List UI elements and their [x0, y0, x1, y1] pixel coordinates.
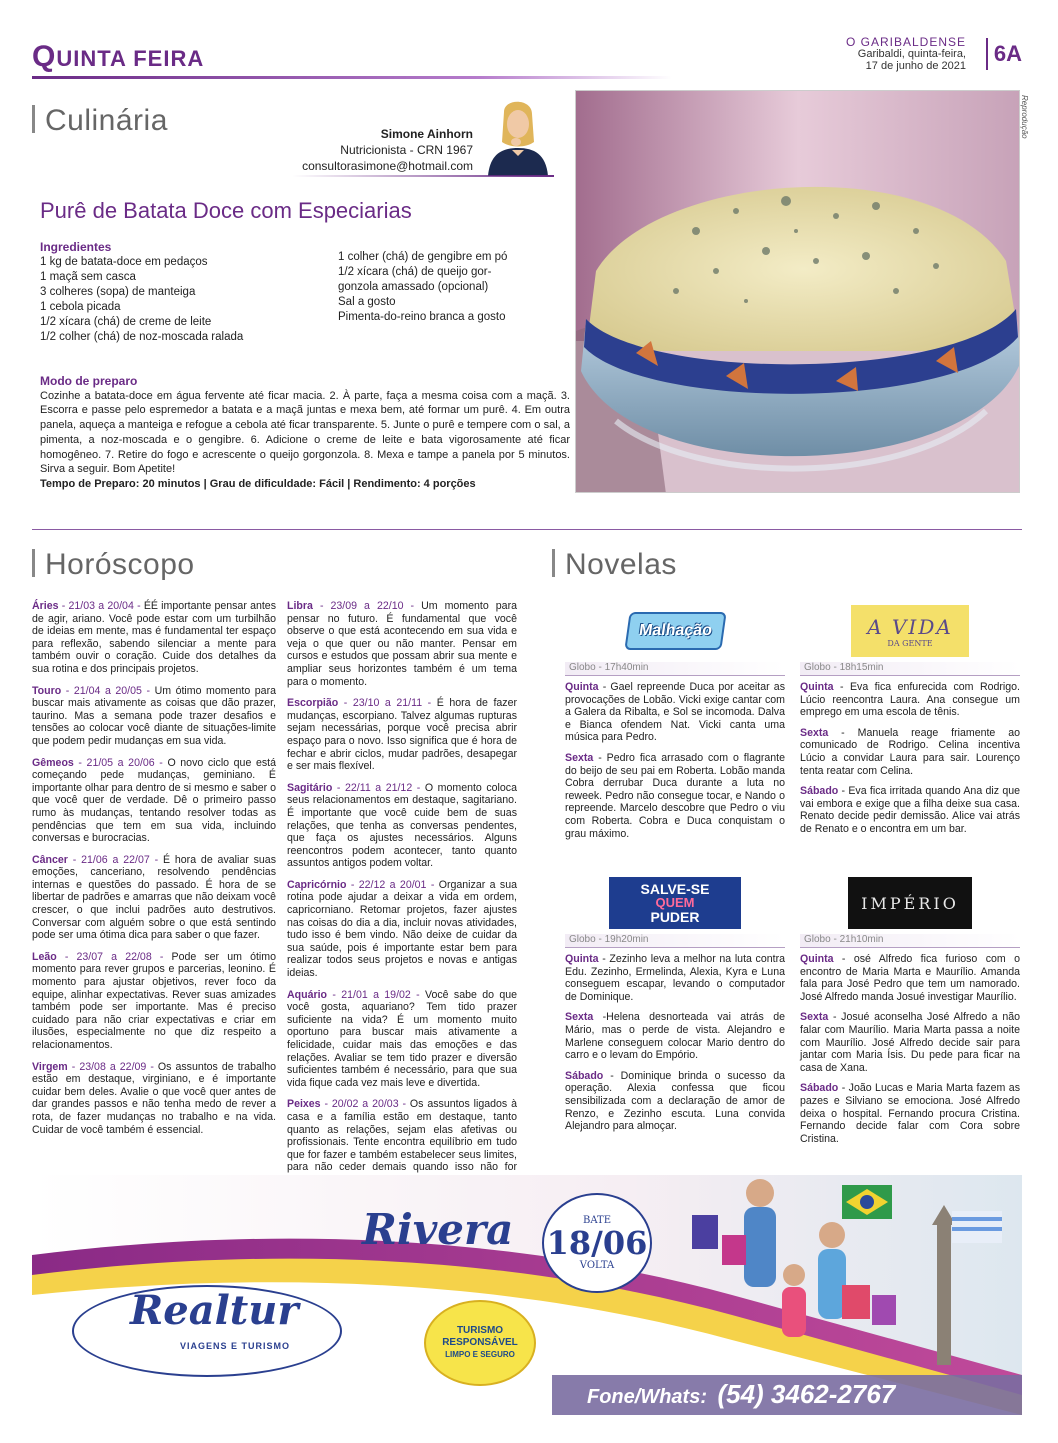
sign-dates: - 21/05 a 20/06 -: [73, 756, 168, 769]
sign-name: Touro: [32, 684, 62, 697]
sign-dates: - 21/06 a 22/07 -: [67, 853, 163, 866]
avida-logo-sub: DA GENTE: [887, 638, 933, 648]
paper-date-line1: Garibaldi, quinta-feira,: [857, 48, 966, 60]
ingredients-label: Ingredientes: [40, 240, 112, 254]
novela-day: Sexta: [565, 1011, 594, 1024]
horoscope-entry: [287, 1098, 517, 1186]
novela-entry: [800, 681, 1020, 719]
sign-name: Gêmeos: [32, 756, 74, 769]
ad-safety-seal: [424, 1300, 536, 1386]
ad-seal-line2: RESPONSÁVEL: [442, 1337, 518, 1348]
horoscope-entry: [32, 685, 276, 748]
sign-text: Organizar a sua rotina pode ajudar a deixar a vida em ordem, capricorniano. Retomar projetos, fazer ajustes nas coisas do dia a dia, incluir novas atividades, tudo isso é bem vindo. Não deixe de cuidar da sua saúde, pois é importante estar bem para realizar todos seus projetos e novas e antigas ideias.: [287, 878, 517, 980]
novela-logo: [800, 872, 1020, 934]
novela-schedule: Globo - 18h15min: [800, 662, 1020, 676]
salve-logo-line1: SALVE-SE: [640, 881, 710, 897]
ad-phone: [587, 1379, 895, 1410]
horoscope-entry: [32, 951, 276, 1052]
novela-entry: [800, 727, 1020, 777]
horoscope-entry: [287, 600, 517, 688]
section-title-initial: Q: [32, 40, 57, 73]
ad-badge-top: BATE: [583, 1215, 611, 1226]
novela-schedule: Globo - 21h10min: [800, 934, 1020, 948]
ingredient-item: 1/2 colher (chá) de noz-moscada ralada: [40, 331, 244, 343]
novela-entry: [565, 1070, 785, 1133]
novela-entry: [800, 785, 1020, 835]
section-title-rest: UINTA FEIRA: [56, 46, 205, 71]
novela-day: Sexta: [565, 751, 594, 764]
sign-name: Peixes: [287, 1098, 321, 1111]
novela-salve-se-quem-puder: [565, 872, 785, 1141]
masthead: [32, 32, 1022, 80]
ad-badge-bottom: VOLTA: [579, 1260, 615, 1271]
horoscopo-heading: Horóscopo: [32, 548, 195, 582]
salve-logo-line2: QUEM: [655, 895, 695, 910]
novela-imperio: [800, 872, 1020, 1153]
sign-name: Escorpião: [287, 697, 339, 710]
paper-name: O GARIBALDENSE: [845, 35, 966, 49]
horoscope-col-2: [287, 600, 517, 1196]
novelas-heading: Novelas: [552, 548, 677, 582]
ad-phone-label: Fone/Whats:: [587, 1386, 707, 1408]
ingredient-item: 1 maçã sem casca: [40, 271, 136, 283]
horoscope-entry: [32, 854, 276, 942]
section-title: [32, 40, 204, 74]
novela-schedule: Globo - 17h40min: [565, 662, 785, 676]
novela-entry-text: - João Lucas e Maria Marta fazem as pazes e Silviano se emociona. José Alfredo deixa o hospital. Fernando procura Cristina. Fernando decide falar com Cora sobre Cristina.: [800, 1082, 1020, 1145]
prep-label: Modo de preparo: [40, 374, 138, 388]
novela-day: Sábado: [565, 1069, 604, 1082]
sign-dates: - 23/08 a 22/09 -: [67, 1060, 158, 1073]
novela-entry: [800, 1011, 1020, 1074]
sign-name: Leão: [32, 950, 57, 963]
novela-entry: [565, 681, 785, 744]
avida-logo-title: A VIDA: [867, 614, 953, 639]
section-divider: [32, 529, 1022, 530]
novela-malhacao: [565, 600, 785, 848]
prep-block: [40, 374, 570, 492]
novela-entry-text: - Dominique brinda o sucesso da operação. Alexia confessa que ficou sensibilizada com a declaração de amor de Renzo, e Zezinho escuta. Luna convida Alejandro para almoçar.: [565, 1069, 785, 1133]
novela-entry-text: -Helena desnorteada vai atrás de Mário, mas o perde de vista. Alejandro e Marlene conseguem colocar Mario dentro do carro e o levam do Empório.: [565, 1011, 785, 1062]
sign-text: Um ótimo momento para buscar mais ativamente as coisas que dão prazer, taurino. Mas a semana pode trazer desafios e tensões ao colocar você diante de situações-limite que podem pedir mudanças em sua vida.: [32, 684, 276, 747]
sign-text: É hora de fazer mudanças, escorpiano. Talvez algumas rupturas sejam necessárias, porque você precisa abrir espaço para o novo. Isso significa que é hora de fechar e abrir ciclos, mudar padrões, desapegar e ser mais flexível.: [287, 697, 517, 773]
food-photo: [575, 90, 1020, 493]
sign-text: Você sabe do que você gosta, aquariano? Tem tido prazer suficiente na vida? É um momento muito oportuno para buscar mais ativamente a felicidade, cuidar mais das emoções e das relações. Avaliar se tem tido prazer e diversão suficientes também é necessário, para que sua vida fique cada vez mais leve e divertida.: [287, 988, 517, 1089]
sign-name: Aquário: [287, 988, 328, 1001]
horoscope-entry: [287, 879, 517, 980]
ingredient-item: 1 kg de batata-doce em pedaços: [40, 256, 208, 268]
ingredient-item: 1 colher (chá) de gengibre em pó: [338, 251, 508, 263]
ingredient-item: gonzola amassado (opcional): [338, 281, 489, 293]
novela-entry: [800, 953, 1020, 1003]
ad-date-badge: [542, 1193, 652, 1293]
realtur-advertisement: [32, 1175, 1022, 1415]
malhacao-logo-text: Malhação: [624, 612, 726, 650]
novela-entry-text: - osé Alfredo fica furioso com o encontro de Maria Marta e Maurílio. Amanda fala para José Pedro que tem um namorado. José Alfredo manda Josué investigar Maurílio.: [800, 953, 1020, 1003]
novela-entry: [800, 1082, 1020, 1145]
author-email: consultorasimone@hotmail.com: [302, 159, 473, 173]
horoscope-entry: [287, 989, 517, 1090]
sign-name: Câncer: [32, 853, 68, 866]
novela-summary: [800, 681, 1020, 836]
prep-text: Cozinhe a batata-doce em água fervente até ficar macia. 2. À parte, faça a mesma coisa com a maçã. 3. Escorra e passe pelo espremedor a batata e a maçã juntas e mexa bem, até formar um purê. 4. Em outra panela, aqueça a manteiga e refogue a cebola até ficar transparente. 5. Junte o purê e tempere com o sal, a pimenta, a noz-moscada e o gengibre. 6. Adicione o creme de leite e bata vigorosamente até ficar homogêneo. 7. Retire do fogo e acrescente o queijo gorgonzola. 8. Mexa e tampe a panela por 5 minutos. Sirva a seguir. Bom Apetite!: [40, 389, 570, 476]
sign-text: Pode ser um ótimo momento para rever grupos e parcerias, leonino. É momento para ajustar objetivos, rever foco da equipe, alinhar expectativas. Rever suas amizades também pode ser importante. Mas é preciso cuidado para não criar expectativas e criar em ilusões, especialmente no que diz respeito a relacionamentos.: [32, 950, 276, 1051]
novela-day: Quinta: [565, 953, 599, 965]
novela-logo: [800, 600, 1020, 662]
horoscope-entry: [32, 757, 276, 845]
sign-dates: - 21/03 a 20/04 -: [58, 600, 144, 612]
novela-day: Quinta: [800, 681, 834, 693]
novela-entry: [565, 953, 785, 1003]
ingredient-item: 1 cebola picada: [40, 301, 121, 313]
novela-entry-text: - Gael repreende Duca por aceitar as provocações de Lobão. Vicki exige cantar com a Galera da Ribalta, e Sol se incomoda. Dalva e Bianca ofendem Nat. Vicki canta uma música para Pedro.: [565, 681, 785, 744]
masthead-rule: [32, 76, 672, 79]
novela-entry-text: - Eva fica enfurecida com Rodrigo. Lúcio reencontra Laura. Ana consegue um emprego em uma escola de tênis.: [800, 681, 1020, 719]
novela-entry-text: - Pedro fica arrasado com o flagrante do beijo de seu pai em Roberta. Lobão manda Cobra derrubar Duca durante a luta no reweek. Pedro não consegue tocar, e Nando o repreende. Marcelo descobre que Pedro o viu com Roberta. Cobra e Duca conquistam o grau máximo.: [565, 751, 785, 840]
novela-day: Quinta: [800, 953, 834, 965]
ad-destination: Rivera: [362, 1205, 514, 1254]
sign-dates: - 22/11 a 21/12 -: [332, 781, 425, 794]
author-block: [302, 126, 473, 174]
culinaria-heading: Culinária: [32, 104, 168, 138]
salve-logo-line3: PUDER: [650, 909, 700, 925]
sign-dates: - 22/12 a 20/01 -: [346, 878, 439, 891]
novela-entry-text: - Eva fica irritada quando Ana diz que vai embora e exige que a filha deixe sua casa. Renato decide pedir demissão. Alice vai atrás de Renato e o encontra em um bar.: [800, 785, 1020, 835]
sign-dates: - 23/09 a 22/10 -: [312, 600, 422, 612]
novela-summary: [565, 953, 785, 1133]
horoscope-entry: [32, 1061, 276, 1137]
ad-seal-line1: TURISMO: [456, 1325, 504, 1336]
novela-entry-text: - Manuela reage friamente ao comunicado de Rodrigo. Celina incentiva Lúcio a convidar Laura para sair. Lourenço tenta reatar com Celina.: [800, 726, 1020, 777]
recipe-title: Purê de Batata Doce com Especiarias: [40, 198, 412, 223]
author-photo: [482, 92, 554, 176]
novela-summary: [565, 681, 785, 840]
ad-phone-number: (54) 3462-2767: [717, 1379, 896, 1409]
novela-entry-text: - Zezinho leva a melhor na luta contra Edu. Zezinho, Ermelinda, Alexia, Kyra e Luna conseguem escapar, levando o computador de Dominique.: [565, 953, 785, 1003]
sign-text: O novo ciclo que está começando pede mudanças, geminiano. É importante olhar para dentro de si mesmo e saber o que você quer de verdade. Dê o primeiro passo rumo às mudanças, tentando resolver todas as pendências que tem em sua vida, incluindo conversas e burocracias.: [32, 756, 276, 845]
sign-text: Um momento para pensar no futuro. É fundamental que você observe o que está acontecendo em sua vida e veja o que quer ou não manter. Pensar em cursos e estudos que possam abrir sua mente e ampliar seus horizontes também é um tema para o momento.: [287, 600, 517, 688]
page-number: 6A: [986, 38, 1022, 70]
ad-brand: Realtur: [130, 1287, 299, 1334]
novela-schedule: Globo - 19h20min: [565, 934, 785, 948]
sign-name: Sagitário: [287, 781, 333, 794]
sign-name: Capricórnio: [287, 878, 347, 891]
novela-a-vida-da-gente: [800, 600, 1020, 844]
horoscope-entry: [32, 600, 276, 676]
ad-brand-sub: VIAGENS E TURISMO: [180, 1341, 291, 1351]
sign-name: Libra: [287, 600, 313, 612]
novela-entry: [565, 1011, 785, 1061]
sign-name: Áries: [32, 600, 59, 612]
novela-day: Sábado: [800, 785, 839, 798]
ad-badge-date: 18/06: [546, 1224, 648, 1262]
sign-text: É hora de avaliar suas emoções, canceriano, resolvendo pendências internas e questões do passado. É hora de se libertar de padrões e amarras que não deixam você crescer, o que inclui padrões auto destrutivos. Conversar com alguém sobre o que está sentindo pode ser uma ótima dica para saber o que fazer.: [32, 853, 276, 942]
sign-text: Os assuntos ligados à casa e a família estão em destaque, tanto quanto as relações, sejam elas afetivas ou profissionais. Tente encontra equilíbrio em tudo que for fazer e também estabelecer seus limites, para não ceder demais quando isso não for: [287, 1098, 517, 1174]
novela-day: Sábado: [800, 1082, 839, 1095]
prep-footer: Tempo de Preparo: 20 minutos | Grau de dificuldade: Fácil | Rendimento: 4 porções: [40, 477, 476, 490]
horoscope-col-1: [32, 600, 276, 1145]
ingredient-item: Sal a gosto: [338, 296, 396, 308]
ingredient-item: 1/2 xícara (chá) de creme de leite: [40, 316, 212, 328]
ingredients-col1: [40, 240, 243, 345]
sign-text: O momento coloca seus relacionamentos em destaque, sagitariano. É importante que você cuide bem de suas relações, que tenha as conversas pendentes, que faça os ajustes necessários. Alguns reencontros podem acontecer, tanto quanto assuntos antigos podem voltar.: [287, 781, 517, 870]
ingredient-item: Pimenta-do-reino branca a gosto: [338, 311, 506, 323]
photo-credit: Reprodução: [1020, 95, 1029, 139]
sign-dates: - 20/02 a 20/03 -: [320, 1098, 410, 1111]
imperio-logo-text: IMPÉRIO: [848, 877, 972, 929]
novela-logo: [565, 872, 785, 934]
novela-entry: [565, 752, 785, 840]
horoscope-entry: [287, 782, 517, 870]
sign-text: Os assuntos de trabalho estão em destaque, virginiano, e é importante cuidar bem deles. Avalie o que você quer antes de dar grandes passos e não tenha medo de rever a rota, de fazer mudanças no trabalho e na vida. Cuidar de você também é essencial.: [32, 1060, 276, 1136]
author-role: Nutricionista - CRN 1967: [340, 143, 473, 157]
novela-day: Sexta: [800, 726, 829, 739]
ingredients-col2: [338, 250, 507, 325]
sign-dates: - 21/04 a 20/05 -: [61, 684, 155, 697]
horoscope-entry: [287, 697, 517, 773]
paper-info: [846, 36, 966, 72]
sign-dates: - 23/07 a 22/08 -: [56, 950, 172, 963]
sign-dates: - 23/10 a 21/11 -: [338, 697, 437, 710]
sign-text: ÉÉ importante pensar antes de agir, ariano. Você pode estar com um turbilhão de ideias em mente, mas é fundamental ter espaço para reflexão, sabendo silenciar a mente para também ouvir o coração. Cuide dos detalhes da sua rotina e dos principais projetos.: [32, 600, 276, 675]
author-rule: [292, 175, 554, 177]
novela-day: Sexta: [800, 1011, 829, 1024]
author-name: Simone Ainhorn: [380, 127, 473, 141]
novela-logo: [565, 600, 785, 662]
sign-dates: - 21/01 a 19/02 -: [327, 988, 425, 1001]
paper-date-line2: 17 de junho de 2021: [865, 60, 966, 72]
novela-summary: [800, 953, 1020, 1145]
ingredient-item: 1/2 xícara (chá) de queijo gor-: [338, 266, 492, 278]
ingredient-item: 3 colheres (sopa) de manteiga: [40, 286, 196, 298]
novela-day: Quinta: [565, 681, 599, 693]
sign-name: Virgem: [32, 1060, 68, 1073]
novela-entry-text: - Josué aconselha José Alfredo a não falar com Maurílio. Maria Marta passa a noite com Maurílio. José Alfredo decide sair para jantar com Maria Ísis. Du pede para ficar na casa de Xana.: [800, 1011, 1020, 1074]
ad-seal-line3: LIMPO E SEGURO: [445, 1350, 515, 1359]
